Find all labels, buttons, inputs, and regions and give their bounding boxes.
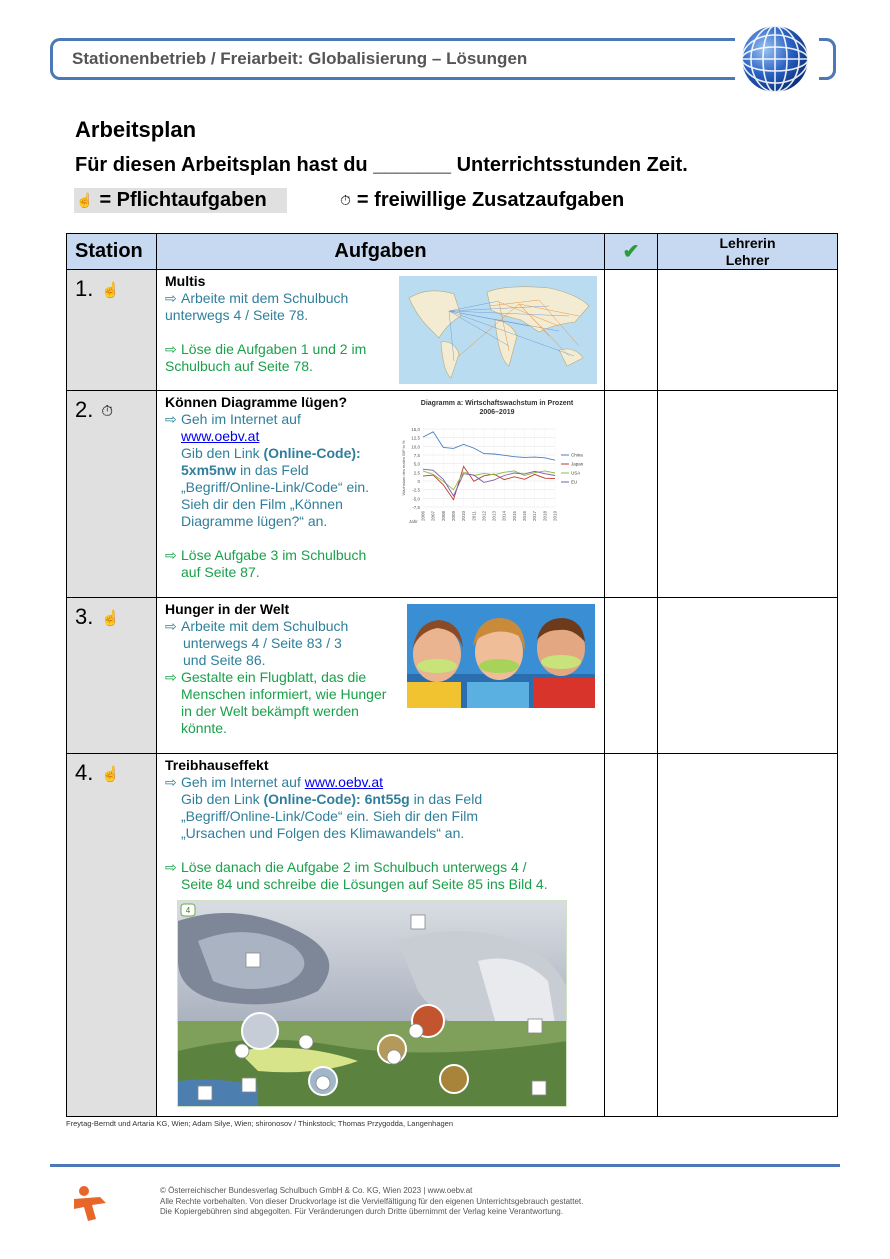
table-header-row [67,234,838,270]
oebv-logo-icon [70,1183,110,1223]
footer-line2: Alle Rechte vorbehalten. Von dieser Druckvorlage ist die Vervielfältigung für den eigenen Unterrichtsgebrauch gestattet. [160,1196,584,1206]
lehrer-cell[interactable] [658,391,838,598]
task-line-bold: (Online-Code): [263,445,361,461]
oebv-link[interactable]: www.oebv.at [304,774,384,790]
legend-frei-text: = freiwillige Zusatzaufgaben [356,189,625,211]
x-tick-label: 2008 [440,511,446,522]
footer-line3: Die Kopiergebühren sind abgegolten. Für Veränderungen durch Dritte übernimmt der Verlag keine Verantwortung. [160,1207,563,1216]
heading-arbeitsplan: Arbeitsplan [75,117,197,142]
globe-icon [740,24,810,94]
station-cell [67,598,157,754]
station-cell [67,391,157,598]
task-line: Löse Aufgabe 3 im Schulbuch [181,547,367,563]
task-line: „Begriff/Online-Link/Code“ ein. Sieh dir den Film [181,808,478,824]
task-cell [157,391,605,598]
arrow-icon: ⇨ [165,859,177,875]
task-line: „Ursachen und Folgen des Klimawandels“ an. [181,825,465,841]
task-line: Sieh dir den Film „Können [181,496,343,512]
image-credits: Freytag-Berndt und Artaria KG, Wien; Adam Silye, Wien; shironosov / Thinkstock; Thomas Przygodda, Langenhagen [66,1119,454,1128]
task-line: Arbeite mit dem Schulbuch [181,618,349,634]
lehrer-cell[interactable] [658,754,838,1117]
x-axis-label: Jahr [409,519,418,524]
task-title: Hunger in der Welt [165,601,290,617]
task-line: und Seite 86. [183,652,266,668]
pointing-hand-icon: ☝ [101,282,121,300]
arrow-icon: ⇨ [165,341,177,357]
task-line: Geh im Internet auf [181,774,301,790]
footer-text [160,1186,583,1218]
x-tick-label: 2012 [481,511,487,522]
task-line: Schulbuch auf Seite 78. [165,358,313,374]
x-tick-label: 2014 [501,511,507,522]
legend-pflicht-text: = Pflichtaufgaben [99,189,267,211]
lehrer-cell[interactable] [658,270,838,391]
task-line: in das Feld [240,462,309,478]
th-lehrer-line2: Lehrer [725,251,770,268]
chart-subtitle: 2006–2019 [479,409,515,416]
x-tick-label: 2010 [461,511,467,522]
th-lehrer [658,234,838,270]
arrow-icon: ⇨ [165,290,177,306]
x-tick-label: 2017 [532,511,538,522]
task-title: Können Diagramme lügen? [165,394,348,410]
task-line: Seite 84 und schreibe die Lösungen auf Seite 85 ins Bild 4. [181,876,548,892]
station-number: 4. [75,760,94,785]
task-line: unterwegs 4 / Seite 83 / 3 [183,635,342,651]
station-number: 2. [75,397,94,422]
arrow-icon: ⇨ [165,547,177,563]
task-cell [157,754,605,1117]
task-line: Löse die Aufgaben 1 und 2 im [181,341,367,357]
check-cell[interactable] [605,754,658,1117]
series-line-eu [423,469,555,496]
chart-title: Diagramm a: Wirtschaftswachstum in Prozent [420,400,574,407]
y-tick-label: -7,5 [412,505,420,510]
th-aufgaben: Aufgaben [157,234,605,270]
legend-frei [340,189,624,212]
y-tick-label: 0 [417,479,420,484]
task-line: „Begriff/Online-Link/Code“ ein. [181,479,370,495]
x-tick-label: 2013 [491,511,497,522]
legend-entry: EU [571,479,578,485]
station-cell [67,270,157,391]
task-line: Menschen informiert, wie Hunger [181,686,387,702]
growth-chart [397,395,597,531]
lehrer-cell[interactable] [658,598,838,754]
online-code: 5xm5nw [181,462,237,478]
y-tick-label: 12,5 [411,435,420,441]
pointing-hand-icon: ☝ [101,610,121,628]
footer-divider [50,1164,840,1167]
y-tick-label: 7,5 [413,453,420,458]
task-line: Arbeite mit dem Schulbuch [181,290,349,306]
oebv-link[interactable]: www.oebv.at [181,428,260,444]
x-tick-label: 2018 [542,511,548,522]
x-tick-label: 2011 [471,511,477,521]
station-number: 1. [75,276,94,301]
th-lehrer-line1: Lehrerin [719,234,776,251]
arbeitsplan-table [66,233,838,1117]
y-tick-label: 15,0 [411,427,420,432]
task-line: auf Seite 87. [181,564,260,580]
task-line: in das Feld [413,791,483,807]
task-line: Gib den Link [181,791,260,807]
check-cell[interactable] [605,270,658,391]
legend-entry: USA [571,470,581,476]
series-line-usa [423,471,555,490]
y-axis-label: Wachstum des realen BIP in % [401,440,406,496]
table-row [67,598,838,754]
legend-pflicht [74,188,287,213]
children-eating-photo [407,604,595,708]
checkmark-icon: ✔ [605,234,658,270]
station-cell [67,754,157,1117]
check-cell[interactable] [605,391,658,598]
x-tick-label: 2019 [552,511,558,522]
task-line: Gestalte ein Flugblatt, das die [181,669,367,685]
task-line: Diagramme lügen?“ an. [181,513,328,529]
table-row [67,391,838,598]
arrow-icon: ⇨ [165,774,177,790]
task-cell [157,598,605,754]
pointing-hand-icon: ☝ [76,192,94,209]
task-line: unterwegs 4 / Seite 78. [165,307,309,323]
station-number: 3. [75,604,94,629]
arrow-icon: ⇨ [165,411,177,427]
task-cell [157,270,605,391]
table-row [67,754,838,1117]
x-tick-label: 2016 [522,511,528,522]
x-tick-label: 2007 [430,511,436,522]
legend-entry: Japan [571,461,584,467]
y-tick-label: 10,0 [411,444,420,450]
legend-entry: China [571,452,583,458]
x-tick-label: 2009 [450,511,456,522]
series-line-china [423,432,555,460]
x-tick-label: 2015 [511,511,517,522]
y-tick-label: -2,5 [412,487,420,493]
page-header-title: Stationenbetrieb / Freiarbeit: Globalisierung – Lösungen [72,49,528,68]
check-cell[interactable] [605,598,658,754]
task-line: Gib den Link [181,445,260,461]
greenhouse-illustration [177,900,567,1107]
y-tick-label: -5,0 [412,496,420,502]
task-title: Treibhauseffekt [165,757,269,773]
table-row [67,270,838,391]
image-badge: 4 [185,906,191,915]
task-line: könnte. [181,720,227,736]
footer-line1: © Österreichischer Bundesverlag Schulbuch GmbH & Co. KG, Wien 2023 | www.oebv.at [160,1186,473,1195]
arrow-icon: ⇨ [165,618,177,634]
y-tick-label: 5,0 [413,461,420,467]
clock-icon: ⏱ [101,402,114,420]
online-code: (Online-Code): 6nt55g [263,791,410,807]
task-title: Multis [165,273,206,289]
th-station: Station [67,234,157,270]
time-line: Für diesen Arbeitsplan hast du _______ Unterrichtsstunden Zeit. [75,154,688,176]
task-line: Geh im Internet auf [181,411,301,427]
task-line: in der Welt bekämpft werden [181,703,359,719]
x-tick-label: 2006 [420,511,426,522]
world-map-image [399,276,597,384]
pointing-hand-icon: ☝ [101,766,121,784]
y-tick-label: 2,5 [413,470,420,476]
task-line: Löse danach die Aufgabe 2 im Schulbuch unterwegs 4 / [181,859,527,875]
arrow-icon: ⇨ [165,669,177,685]
clock-icon: ⏱ [340,192,351,209]
